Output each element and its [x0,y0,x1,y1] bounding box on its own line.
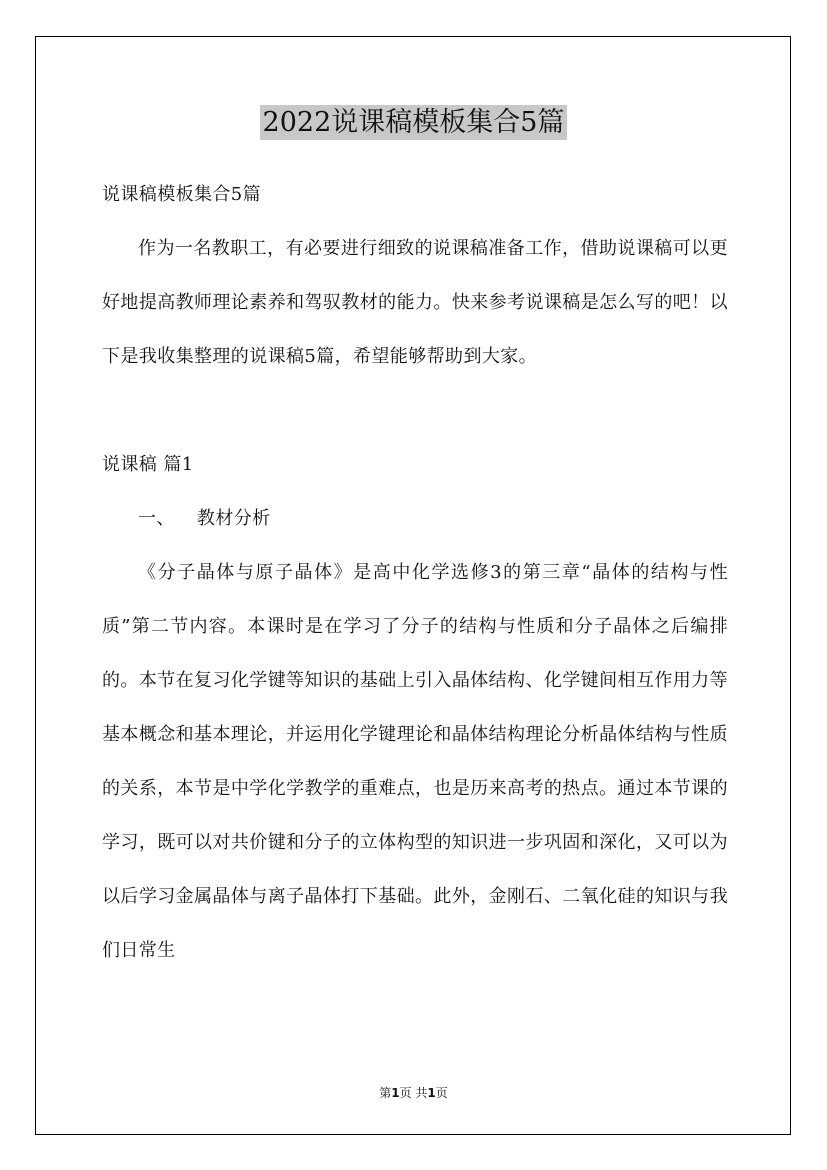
section-title: 说课稿 篇1 [102,454,194,475]
section-body-paragraph: 《分子晶体与原子晶体》是高中化学选修3的第三章“晶体的结构与性质”第二节内容。本课时是在学习了分子的结构与性质和分子晶体之后编排的。本节在复习化学键等知识的基础上引入晶体结构、化学键间相互作用力等基本概念和基本理论，并运用化学键理论和晶体结构理论分析晶体结构与性质的关系，本节是中学化学教学的重难点，也是历来高考的热点。通过本节课的学习，既可以对共价键和分子的立体构型的知识进一步巩固和深化，又可以为以后学习金属晶体与离子晶体打下基础。此外，金刚石、二氧化硅的知识与我们日常生 [102,562,728,961]
intro-paragraph: 作为一名教职工，有必要进行细致的说课稿准备工作，借助说课稿可以更好地提高教师理论素养和驾驭教材的能力。快来参考说课稿是怎么写的吧！以下是我收集整理的说课稿5篇，希望能够帮助到大家。 [102,238,728,367]
footer-total-pages: 1 [427,1086,436,1100]
document-subtitle: 说课稿模板集合5篇 [102,184,262,205]
footer-prefix: 第 [379,1086,392,1100]
document-title [0,100,827,146]
document-title-text: 2022说课稿模板集合5篇 [260,105,568,140]
footer-current-page: 1 [391,1086,400,1100]
footer-suffix: 页 [435,1086,448,1100]
section-item-heading: 一、 教材分析 [138,508,271,529]
blank-line [102,384,728,438]
document-body [102,168,728,978]
page-footer [0,1084,827,1101]
footer-mid: 页 共 [399,1086,428,1100]
